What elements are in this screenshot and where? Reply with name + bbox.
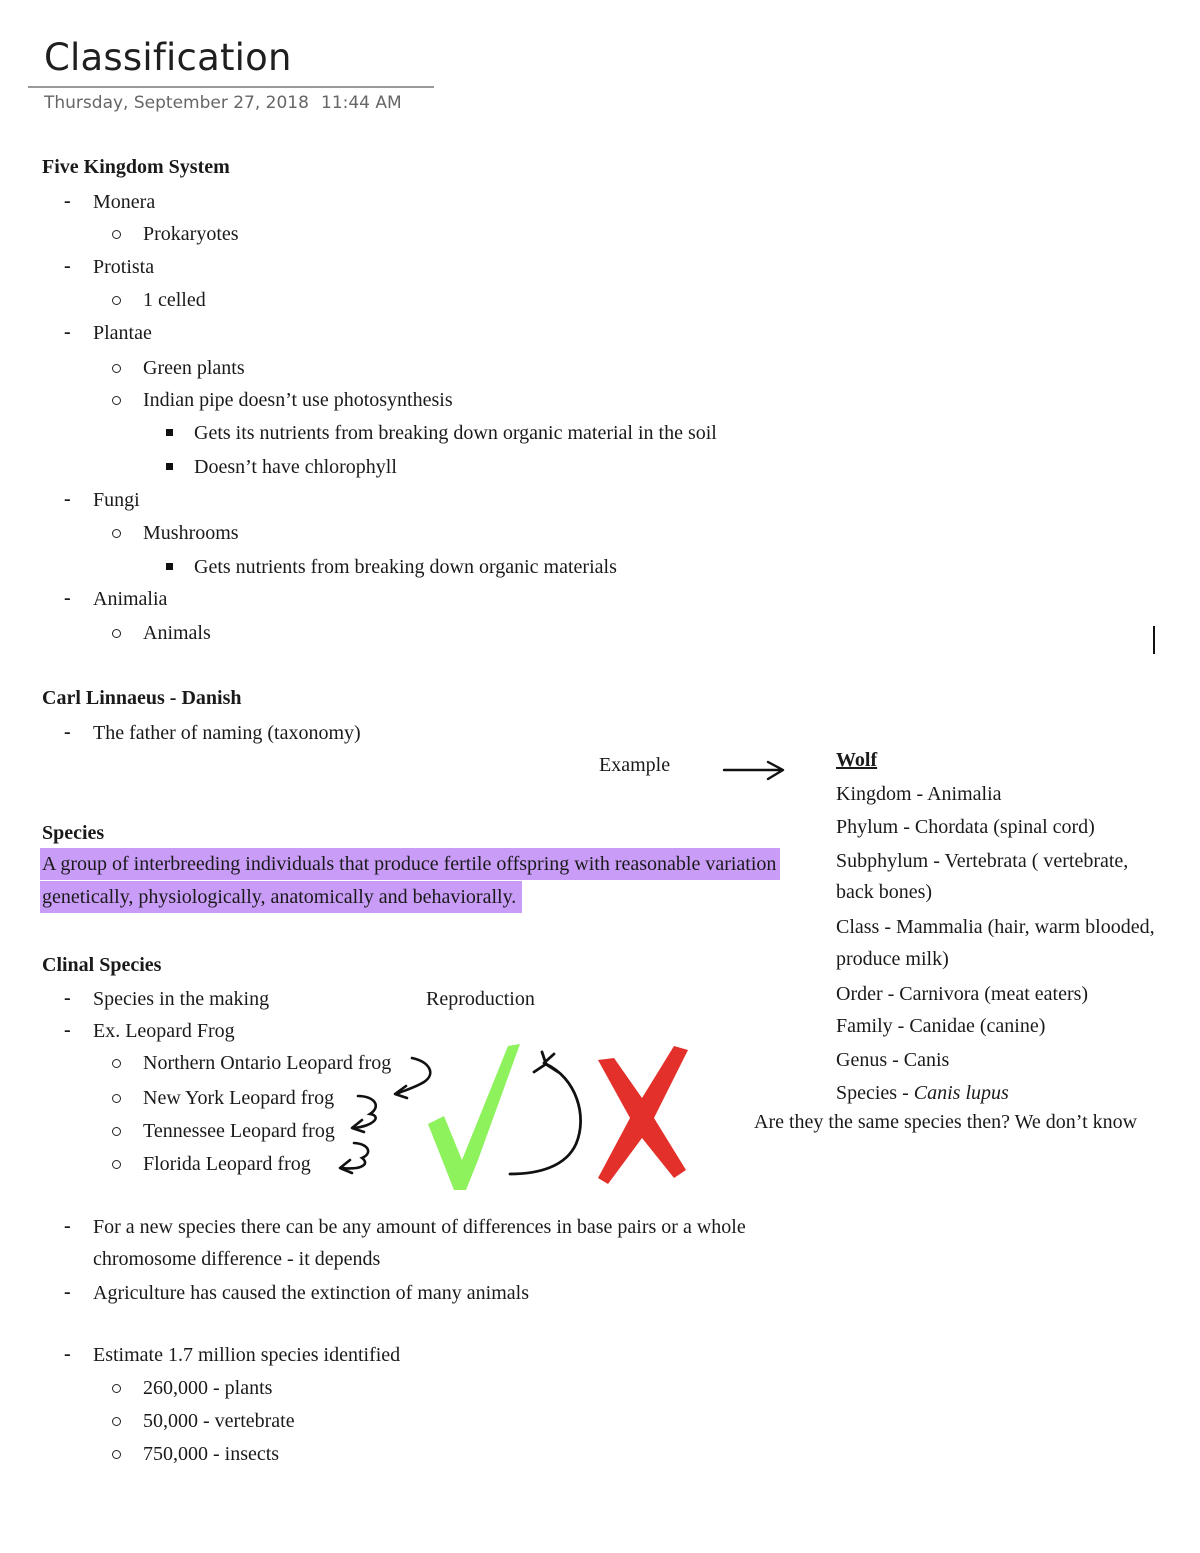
title-divider	[28, 86, 434, 88]
dash-bullet-icon: -	[64, 721, 71, 743]
dash-bullet-icon: -	[64, 987, 71, 1009]
curved-arrow-icon	[506, 1050, 590, 1180]
circle-bullet-icon	[112, 396, 121, 405]
page-date: Thursday, September 27, 2018	[44, 93, 309, 113]
circle-bullet-icon	[112, 629, 121, 638]
wolf-family: Family - Canidae (canine)	[836, 1015, 1046, 1037]
clinal-making: Species in the making	[93, 988, 270, 1010]
wolf-class-cont: produce milk)	[836, 948, 949, 970]
animalia-animals: Animals	[143, 622, 211, 644]
dash-bullet-icon: -	[64, 255, 71, 277]
frog-florida: Florida Leopard frog	[143, 1153, 311, 1175]
wolf-subphylum: Subphylum - Vertebrata ( vertebrate,	[836, 850, 1129, 872]
plantae-indian-pipe: Indian pipe doesn’t use photosynthesis	[143, 389, 453, 411]
kingdom-plantae: Plantae	[93, 322, 152, 344]
curly-arrow-icon	[344, 1092, 390, 1134]
dash-bullet-icon: -	[64, 190, 71, 212]
same-species-question: Are they the same species then? We don’t know	[754, 1111, 1138, 1133]
dash-bullet-icon: -	[64, 1019, 71, 1041]
wolf-kingdom: Kingdom - Animalia	[836, 783, 1002, 805]
circle-bullet-icon	[112, 364, 121, 373]
dash-bullet-icon: -	[64, 587, 71, 609]
example-label: Example	[599, 754, 671, 776]
species-estimate: Estimate 1.7 million species identified	[93, 1344, 401, 1366]
species-definition-line1: A group of interbreeding individuals that produce fertile offspring with reasonable variation	[40, 848, 780, 880]
square-bullet-icon	[166, 429, 173, 436]
dash-bullet-icon: -	[64, 488, 71, 510]
wolf-species-name: Canis lupus	[913, 1082, 1009, 1104]
fungi-mushrooms: Mushrooms	[143, 522, 239, 544]
new-species-note-cont: chromosome difference - it depends	[93, 1248, 381, 1270]
wolf-subphylum-cont: back bones)	[836, 881, 933, 903]
circle-bullet-icon	[112, 1127, 121, 1136]
species-definition-line2: genetically, physiologically, anatomically and behaviorally.	[40, 881, 522, 913]
circle-bullet-icon	[112, 296, 121, 305]
kingdom-animalia: Animalia	[93, 588, 168, 610]
page-time: 11:44 AM	[321, 93, 402, 113]
circle-bullet-icon	[112, 529, 121, 538]
wolf-heading: Wolf	[836, 749, 878, 771]
circle-bullet-icon	[112, 230, 121, 239]
estimate-vertebrate: 50,000 - vertebrate	[143, 1410, 295, 1432]
estimate-plants: 260,000 - plants	[143, 1377, 273, 1399]
new-species-note: For a new species there can be any amount of differences in base pairs or a whole	[93, 1216, 746, 1238]
curly-arrow-icon	[334, 1140, 380, 1176]
kingdom-monera: Monera	[93, 191, 156, 213]
wolf-phylum: Phylum - Chordata (spinal cord)	[836, 816, 1095, 838]
wolf-genus: Genus - Canis	[836, 1049, 950, 1071]
estimate-insects: 750,000 - insects	[143, 1443, 280, 1465]
right-arrow-icon	[722, 760, 786, 782]
page-title: Classification	[44, 36, 292, 79]
mushrooms-nutrients: Gets nutrients from breaking down organic materials	[194, 556, 617, 578]
cross-mark-icon	[594, 1042, 690, 1186]
dash-bullet-icon: -	[64, 321, 71, 343]
linnaeus-heading: Carl Linnaeus - Danish	[42, 687, 242, 709]
linnaeus-father: The father of naming (taxonomy)	[93, 722, 361, 744]
species-heading: Species	[42, 822, 105, 844]
clinal-heading: Clinal Species	[42, 954, 162, 976]
square-bullet-icon	[166, 563, 173, 570]
protista-one-celled: 1 celled	[143, 289, 206, 311]
square-bullet-icon	[166, 463, 173, 470]
circle-bullet-icon	[112, 1094, 121, 1103]
kingdom-protista: Protista	[93, 256, 155, 278]
clinal-leopard-example: Ex. Leopard Frog	[93, 1020, 235, 1042]
frog-new-york: New York Leopard frog	[143, 1087, 335, 1109]
monera-prokaryotes: Prokaryotes	[143, 223, 239, 245]
indian-pipe-chlorophyll: Doesn’t have chlorophyll	[194, 456, 397, 478]
circle-bullet-icon	[112, 1450, 121, 1459]
plantae-green-plants: Green plants	[143, 357, 245, 379]
dash-bullet-icon: -	[64, 1343, 71, 1365]
wolf-order: Order - Carnivora (meat eaters)	[836, 983, 1089, 1005]
frog-northern-ontario: Northern Ontario Leopard frog	[143, 1052, 392, 1074]
dash-bullet-icon: -	[64, 1281, 71, 1303]
circle-bullet-icon	[112, 1417, 121, 1426]
text-cursor	[1153, 626, 1155, 654]
dash-bullet-icon: -	[64, 1215, 71, 1237]
frog-tennessee: Tennessee Leopard frog	[143, 1120, 335, 1142]
indian-pipe-nutrients: Gets its nutrients from breaking down organic material in the soil	[194, 422, 717, 444]
circle-bullet-icon	[112, 1059, 121, 1068]
wolf-class: Class - Mammalia (hair, warm blooded,	[836, 916, 1155, 938]
kingdom-fungi: Fungi	[93, 489, 140, 511]
circle-bullet-icon	[112, 1160, 121, 1169]
wolf-species-label: Species -	[836, 1082, 914, 1104]
five-kingdom-heading: Five Kingdom System	[42, 156, 230, 178]
agriculture-note: Agriculture has caused the extinction of many animals	[93, 1282, 529, 1304]
circle-bullet-icon	[112, 1384, 121, 1393]
reproduction-label: Reproduction	[426, 988, 535, 1010]
wolf-species	[836, 1081, 1009, 1105]
